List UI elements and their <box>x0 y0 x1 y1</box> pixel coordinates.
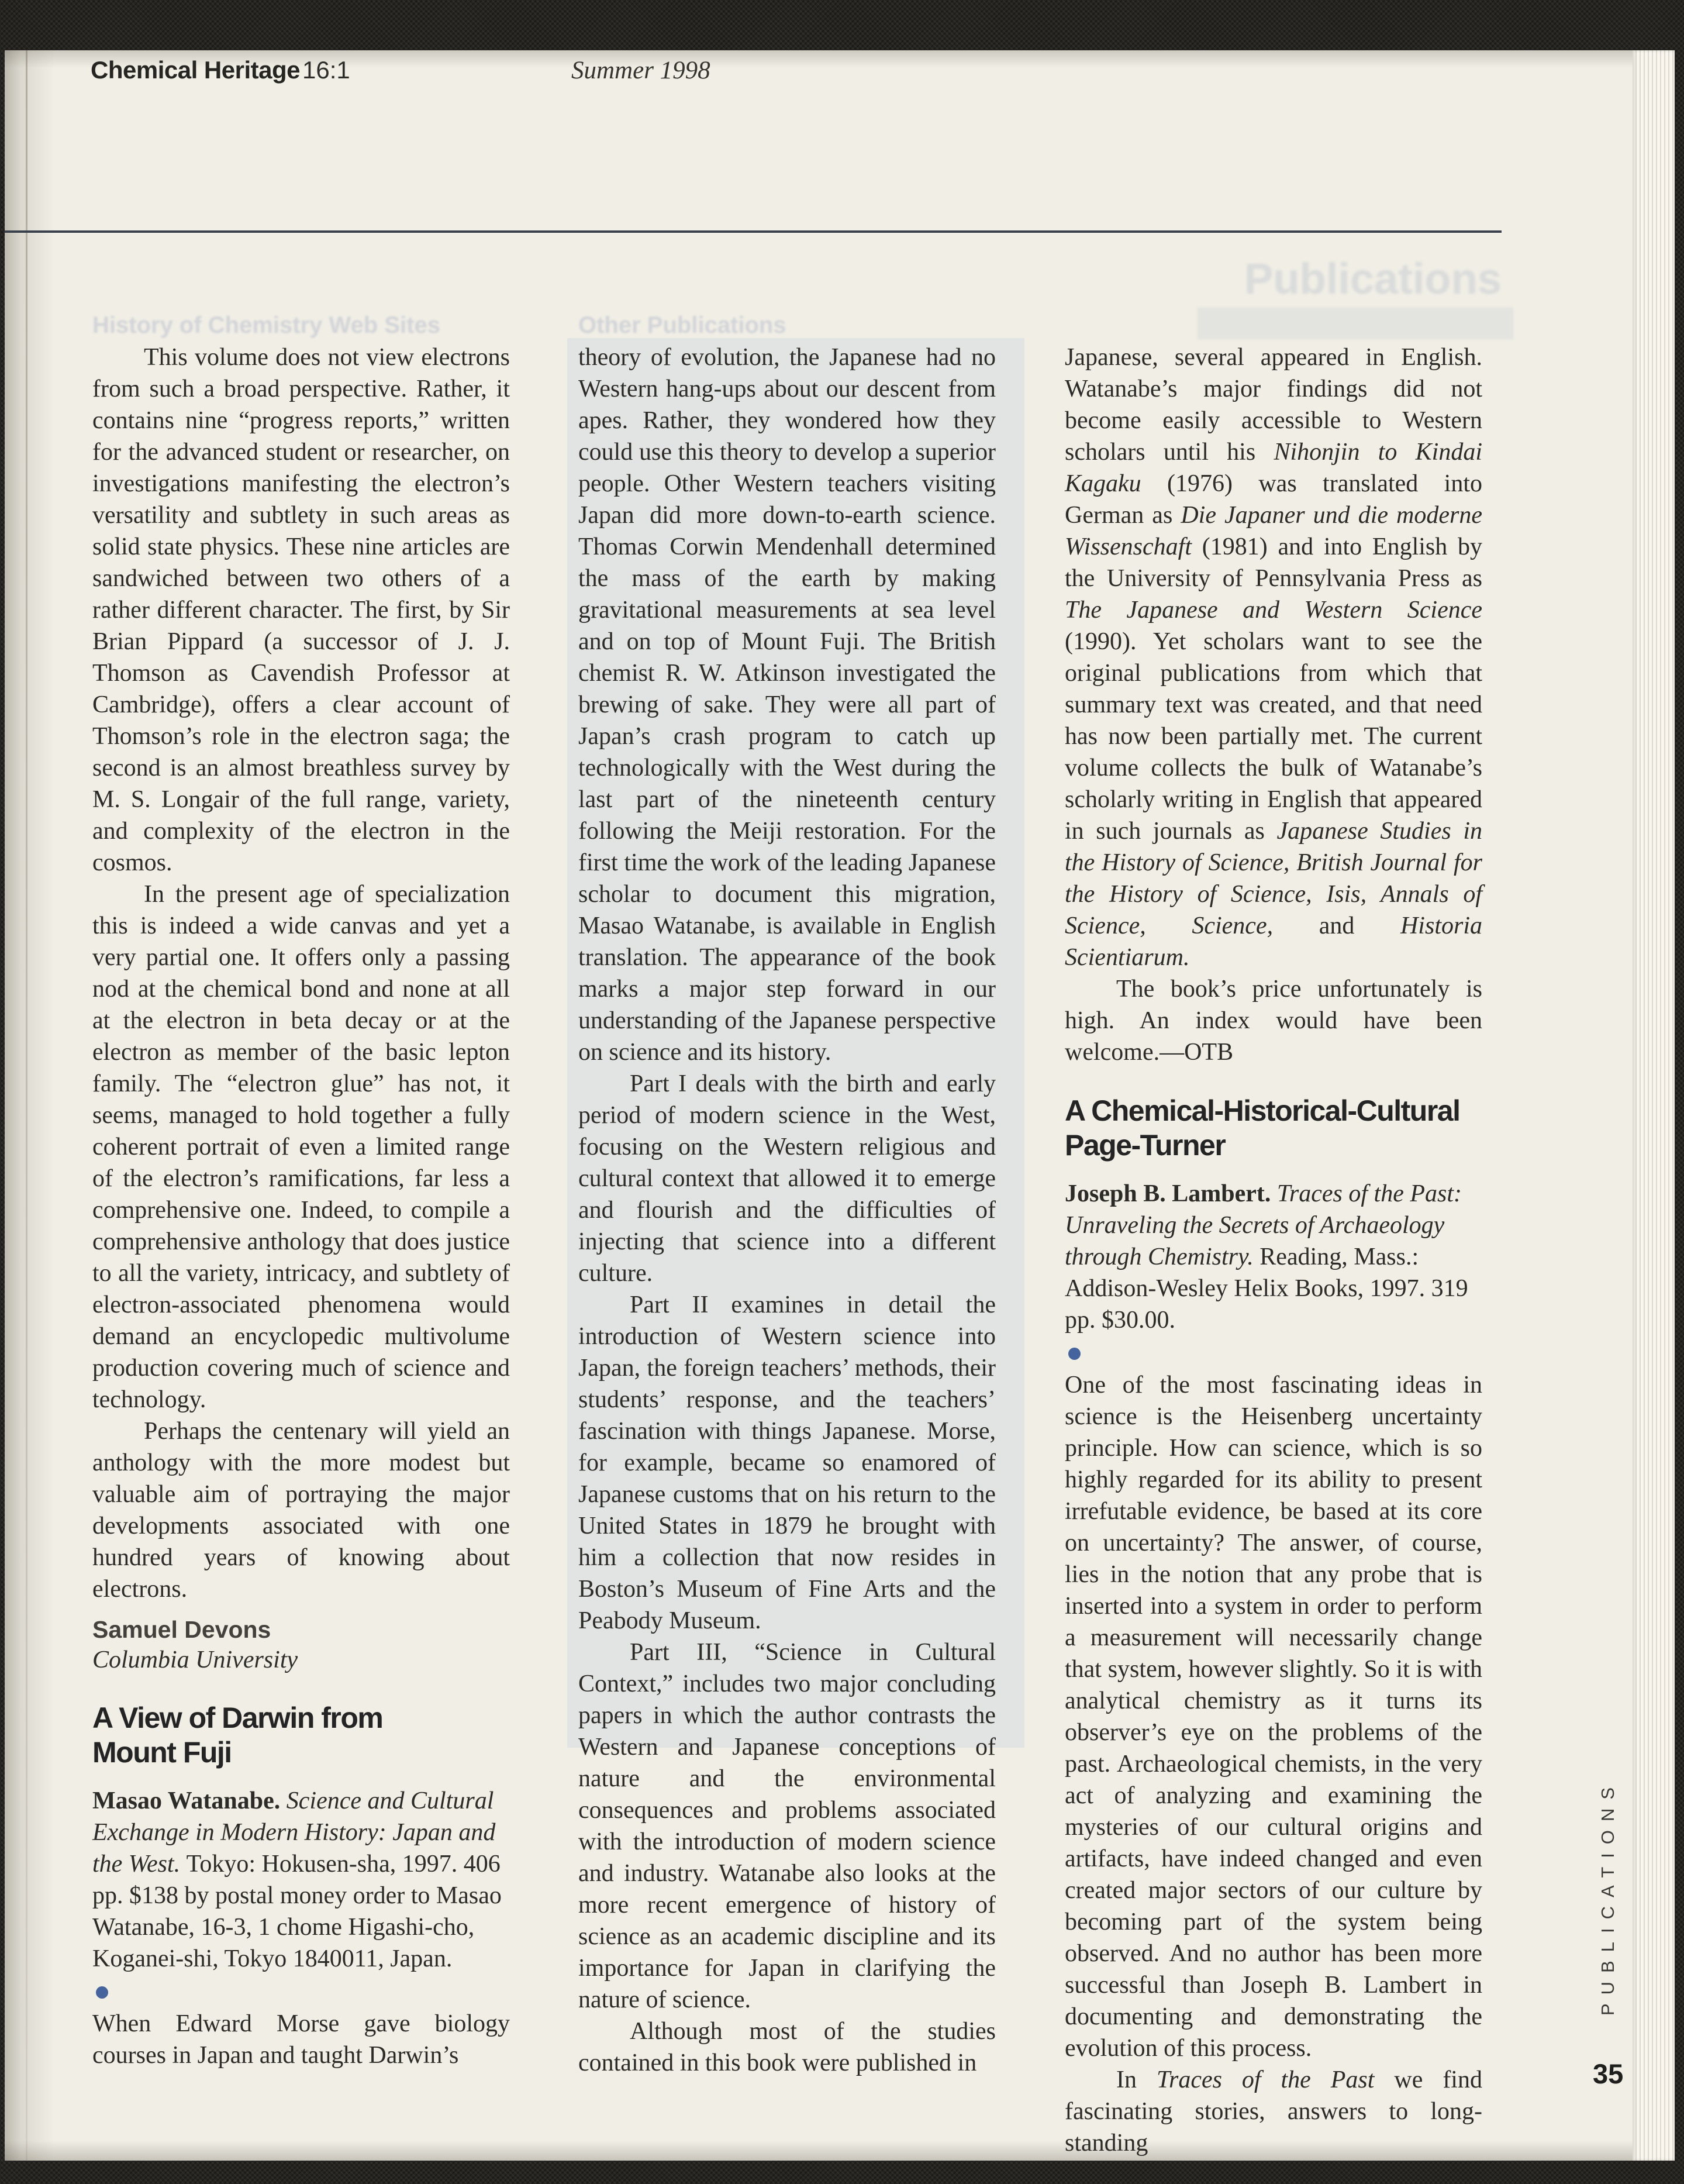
text-segment: (1976) was translated into German as <box>1065 470 1482 529</box>
paragraph <box>92 2008 510 2071</box>
text-segment: and <box>1273 912 1400 939</box>
text-segment: The book’s price unfortunately is high. An index would have been welcome.—OTB <box>1065 976 1482 1066</box>
text-segment: Part I deals with the birth and early period of modern science in the West, focusing on the Western religious and cultural context that allowed it to emerge and flourish and the difficulties of injecting that science into a different culture. <box>578 1070 996 1287</box>
ghost-publications-title: Publications <box>1244 254 1502 303</box>
book-citation-lambert <box>1065 1178 1482 1336</box>
paragraph <box>578 1068 996 1289</box>
text-segment: Japanese Studies in the History of Science, British Journal for the History of Science, Isis, Annals of Science, Science, <box>1065 818 1483 939</box>
text-segment: In <box>1116 2066 1157 2093</box>
text-segment: In the present age of specialization this is indeed a wide canvas and yet a very partial one. It offers only a passing nod at the chemical bond and none at all at the electron in beta decay or at the electron as member of the basic lepton family. The “electron glue” has not, it seems, managed to hold together a fully coherent portrait of even a limited range of the electron’s ramifications, far less a comprehensive one. Indeed, to compile a comprehensive anthology that does justice to all the variety, intricacy, and subtlety of electron-associated phenomena would demand an encyclopedic multivolume production covering much of science and technology. <box>92 881 510 1413</box>
running-header <box>91 56 1523 91</box>
text-segment: Historia Scientiarum. <box>1065 912 1482 971</box>
paragraph <box>1065 973 1482 1068</box>
text-segment: Although most of the studies contained in this book were published in <box>578 2018 996 2076</box>
issue-date: Summer 1998 <box>571 57 710 84</box>
paragraph <box>1065 2064 1482 2159</box>
ghost-heading-col2: Other Publications <box>578 312 786 338</box>
paragraph <box>1065 342 1482 973</box>
text-segment: Reading, Mass.: Addison-Wesley Helix Books, 1997. 319 pp. $30.00. <box>1065 1243 1468 1334</box>
reviewer-affiliation: Columbia University <box>92 1646 298 1673</box>
bullet-icon <box>1068 1348 1081 1360</box>
review-body-paragraphs <box>92 342 510 1605</box>
page-stack-edge <box>1633 50 1675 2161</box>
page-gutter-crease <box>26 50 27 2161</box>
text-segment: Joseph B. Lambert. <box>1065 1180 1277 1207</box>
text-segment: Japanese, several appeared in English. Watanabe’s major findings did not become easily accessible to Western scholars until his <box>1065 344 1482 466</box>
text-column-1 <box>92 342 510 2071</box>
paragraph <box>578 1289 996 1637</box>
ghost-subheading-bar <box>1198 308 1513 339</box>
text-segment: This volume does not view electrons from such a broad perspective. Rather, it contains nine “progress reports,” written for the advanced student or researcher, on investigations manifesting the electron’s versatility and subtlety in such areas as solid state physics. These nine articles are sandwiched between two others of a rather different character. The first, by Sir Brian Pippard (a successor of J. J. Thomson as Cavendish Professor at Cambridge), offers a clear account of Thomson’s role in the electron saga; the second is an almost breathless survey by M. S. Longair of the full range, variety, and complexity of the electron in the cosmos. <box>92 344 510 876</box>
journal-issue-number: 16:1 <box>302 56 350 84</box>
text-segment: Nihonjin to Kindai Kagaku <box>1065 439 1482 497</box>
text-segment: Masao Watanabe. <box>92 1787 287 1814</box>
text-column-2 <box>578 342 996 2079</box>
ghost-heading-col1: History of Chemistry Web Sites <box>92 312 440 338</box>
section-label-vertical: PUBLICATIONS <box>1597 1778 1618 2016</box>
paragraph <box>578 1637 996 2016</box>
text-segment: Traces of the Past <box>1156 2066 1375 2093</box>
magazine-page <box>5 50 1675 2161</box>
header-rule <box>5 230 1502 233</box>
text-segment: The Japanese and Western Science <box>1065 597 1482 623</box>
reviewer-name: Samuel Devons <box>92 1616 271 1643</box>
paragraph <box>578 342 996 1068</box>
paragraph <box>578 2016 996 2079</box>
text-segment: Part III, “Science in Cultural Context,” includes two major concluding papers in which the author contrasts the Western and Japanese conceptions of nature and the environmental consequences and problems associated with the introduction of modern science and industry. Watanabe also looks at the more recent emergence of history of science as an academic discipline and its importance for Japan in clarifying the nature of science. <box>578 1639 996 2013</box>
article-heading-page-turner <box>1065 1094 1482 1163</box>
page-number: 35 <box>1593 2058 1624 2089</box>
text-segment: Science and Cultural Exchange in Modern History: Japan and the West. <box>92 1787 496 1878</box>
review-opening-paragraph <box>92 2008 510 2071</box>
text-segment: (1990). Yet scholars want to see the original publications from which that summary text was created, and that need has now been partially met. The current volume collects the bulk of Watanabe’s scholarly writing in English that appeared in such journals as <box>1065 628 1482 845</box>
text-segment: Perhaps the centenary will yield an anthology with the more modest but valuable aim of portraying the major developments associated with one hundred years of knowing about electrons. <box>92 1418 510 1603</box>
article-heading-line2: Mount Fuji <box>92 1736 232 1769</box>
article-heading-line2: Page-Turner <box>1065 1129 1226 1162</box>
text-column-3 <box>1065 342 1482 2159</box>
review-body-paragraphs <box>578 342 996 2079</box>
book-citation-watanabe <box>92 1785 510 1975</box>
paragraph <box>92 1415 510 1605</box>
paragraph <box>1065 1369 1482 2064</box>
paragraph <box>92 342 510 879</box>
text-segment: we find fascinating stories, answers to long-standing <box>1065 2066 1482 2157</box>
review-body-paragraphs <box>1065 1369 1482 2159</box>
text-segment: Tokyo: Hokusen-sha, 1997. 406 pp. $138 by postal money order to Masao Watanabe, 16-3, 1 chome Higashi-cho, Koganei-shi, Tokyo 1840011, Japan. <box>92 1851 502 1972</box>
article-heading-line1: A View of Darwin from <box>92 1701 383 1734</box>
review-body-paragraphs <box>1065 342 1482 1068</box>
text-segment: theory of evolution, the Japanese had no Western hang-ups about our descent from apes. Rather, they wondered how they could use this theory to develop a superior people. Other Western teachers visiting Japan did more down-to-earth science. Thomas Corwin Mendenhall determined the mass of the earth by making gravitational measurements at sea level and on top of Mount Fuji. The British chemist R. W. Atkinson investigated the brewing of sake. They were all part of Japan’s crash program to catch up technologically with the West during the last part of the nineteenth century following the Meiji restoration. For the first time the work of the leading Japanese scholar to document this migration, Masao Watanabe, is available in English translation. The appearance of the book marks a major step forward in our understanding of the Japanese perspective on science and its history. <box>578 344 996 1066</box>
text-segment: Die Japaner und die moderne Wissenschaft <box>1065 502 1482 560</box>
article-heading-darwin <box>92 1701 510 1770</box>
article-heading-line1: A Chemical-Historical-Cultural <box>1065 1094 1460 1127</box>
paragraph <box>92 879 510 1415</box>
text-segment: Part II examines in detail the introduction of Western science into Japan, the foreign teachers’ methods, their students’ response, and the teachers’ fascination with things Japanese. Morse, for example, became so enamored of Japanese customs that on his return to the United States in 1879 he brought with him a collection that now resides in Boston’s Museum of Fine Arts and the Peabody Museum. <box>578 1291 996 1634</box>
text-segment: When Edward Morse gave biology courses in Japan and taught Darwin’s <box>92 2010 510 2069</box>
text-segment: Traces of the Past: Unraveling the Secrets of Archaeology through Chemistry. <box>1065 1180 1462 1270</box>
text-segment: One of the most fascinating ideas in science is the Heisenberg uncertainty principle. How can science, which is so highly regarded for its ability to present irrefutable evidence, be based at its core on uncertainty? The answer, of course, lies in the notion that any probe that is inserted into a system in order to perform a measurement will necessarily change that system, however slightly. So it is with analytical chemistry as it turns its observer’s eye on the problems of the past. Archaeological chemists, in the very act of analyzing and examining the mysteries of our cultural origins and artifacts, have indeed changed and even created major sectors of our culture by becoming part of the system being observed. And no author has been more successful than Joseph B. Lambert in documenting and demonstrating the evolution of this process. <box>1065 1372 1482 2062</box>
text-segment: (1981) and into English by the University of Pennsylvania Press as <box>1065 533 1482 592</box>
bullet-icon <box>96 1986 108 1999</box>
journal-title: Chemical Heritage <box>91 56 300 84</box>
